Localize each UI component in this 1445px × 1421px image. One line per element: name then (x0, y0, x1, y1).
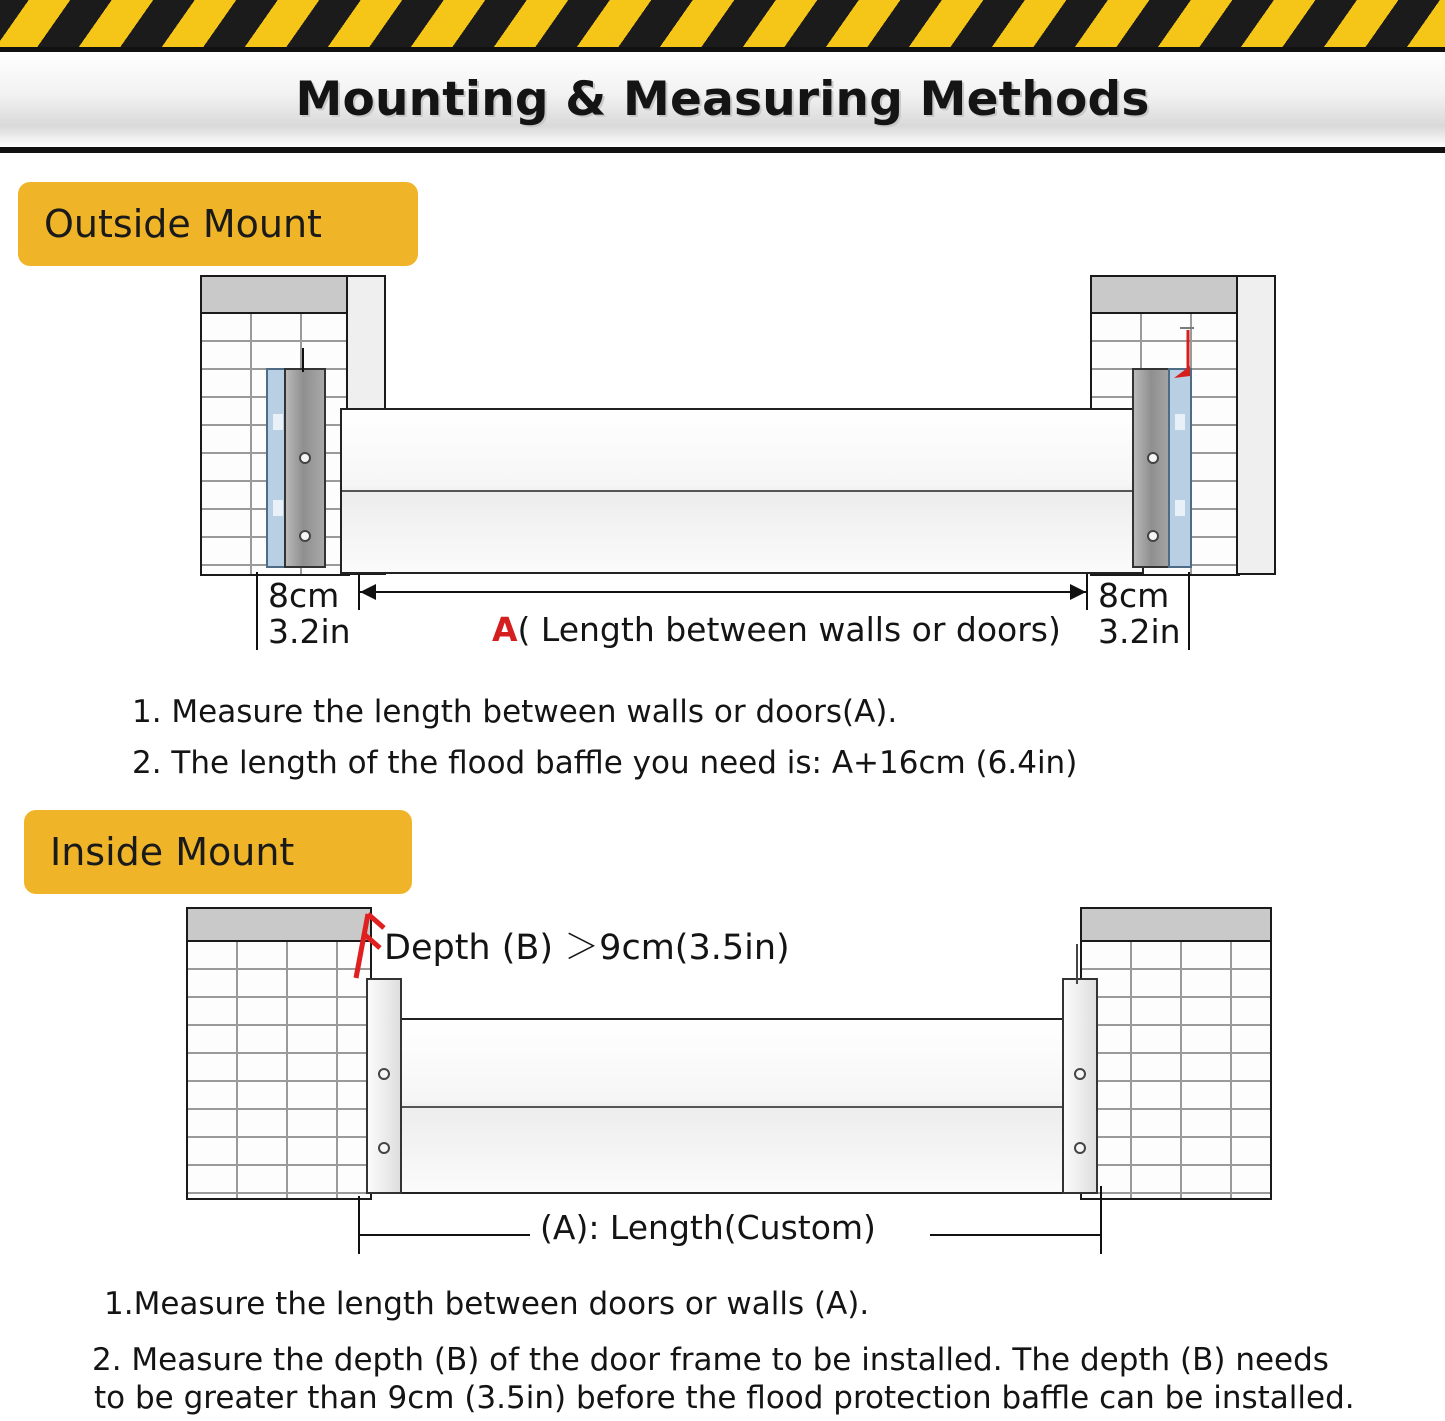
baffle-seam (392, 1106, 1084, 1108)
section-tag-inside-label: Inside Mount (50, 830, 295, 874)
inside-step-1: 1.Measure the length between doors or walls (A). (104, 1286, 870, 1322)
bracket-screw-hole (1074, 1142, 1086, 1154)
bracket-screw-hole (378, 1142, 390, 1154)
span-arrow-right (1070, 584, 1086, 600)
right-offset-in: 3.2in (1098, 612, 1181, 651)
right-gasket-outside (1168, 368, 1192, 568)
span-dimension-line (360, 591, 1086, 593)
bracket-screw-hole (378, 1068, 390, 1080)
depth-label-inside: Depth (B) ＞9cm(3.5in) (384, 928, 790, 968)
right-pillar-inside (1080, 908, 1268, 1196)
flood-baffle-inside (390, 1018, 1086, 1194)
section-tag-outside-mount (18, 182, 418, 266)
left-bracket-outside (284, 368, 326, 568)
gasket-mark (273, 414, 283, 430)
right-bracket-inside (1062, 978, 1098, 1194)
left-offset-cm: 8cm (268, 576, 340, 615)
baffle-seam (342, 490, 1142, 492)
right-offset-cm: 8cm (1098, 576, 1170, 615)
red-install-arrow-outside (1150, 326, 1200, 382)
span-letter-a: A (492, 610, 518, 649)
hazard-stripe-banner (0, 0, 1445, 52)
left-bracket-guide (302, 348, 304, 372)
section-tag-inside-mount (24, 810, 412, 894)
outside-step-1: 1. Measure the length between walls or doors(A). (132, 694, 898, 730)
bracket-screw-hole (1147, 452, 1159, 464)
gasket-mark (273, 500, 283, 516)
gasket-mark (1175, 414, 1185, 430)
page-title: Mounting & Measuring Methods (295, 72, 1150, 127)
inside-span-line-right (930, 1234, 1100, 1236)
span-arrow-left (360, 584, 376, 600)
right-dim-extension (1188, 572, 1190, 650)
title-band (0, 52, 1445, 153)
left-dim-extension (256, 572, 258, 650)
right-bracket-guide (1076, 944, 1078, 984)
inside-left-extension (358, 1196, 360, 1254)
pillar-top-face (1090, 275, 1240, 317)
inside-step-2-line2: to be greater than 9cm (3.5in) before the flood protection baffle can be installed. (94, 1380, 1355, 1416)
inside-right-extension (1100, 1186, 1102, 1254)
inside-span-label: (A): Length(Custom) (540, 1208, 876, 1247)
bracket-screw-hole (299, 530, 311, 542)
bracket-screw-hole (1074, 1068, 1086, 1080)
bracket-screw-hole (1147, 530, 1159, 542)
inside-span-line-left (358, 1234, 530, 1236)
gasket-mark (1175, 500, 1185, 516)
inside-step-2-line1: 2. Measure the depth (B) of the door frame to be installed. The depth (B) needs (92, 1342, 1329, 1378)
section-tag-outside-label: Outside Mount (44, 202, 322, 246)
flood-baffle-outside (340, 408, 1144, 574)
pillar-top-face (200, 275, 350, 317)
pillar-brick-face (1080, 940, 1272, 1200)
outside-step-2: 2. The length of the flood baffle you need is: A+16cm (6.4in) (132, 745, 1078, 781)
span-length-label: ( Length between walls or doors) (517, 610, 1061, 649)
span-right-tick (1086, 574, 1088, 610)
left-offset-in: 3.2in (268, 612, 351, 651)
bracket-screw-hole (299, 452, 311, 464)
pillar-side-face (1236, 275, 1276, 575)
left-bracket-inside (366, 978, 402, 1194)
